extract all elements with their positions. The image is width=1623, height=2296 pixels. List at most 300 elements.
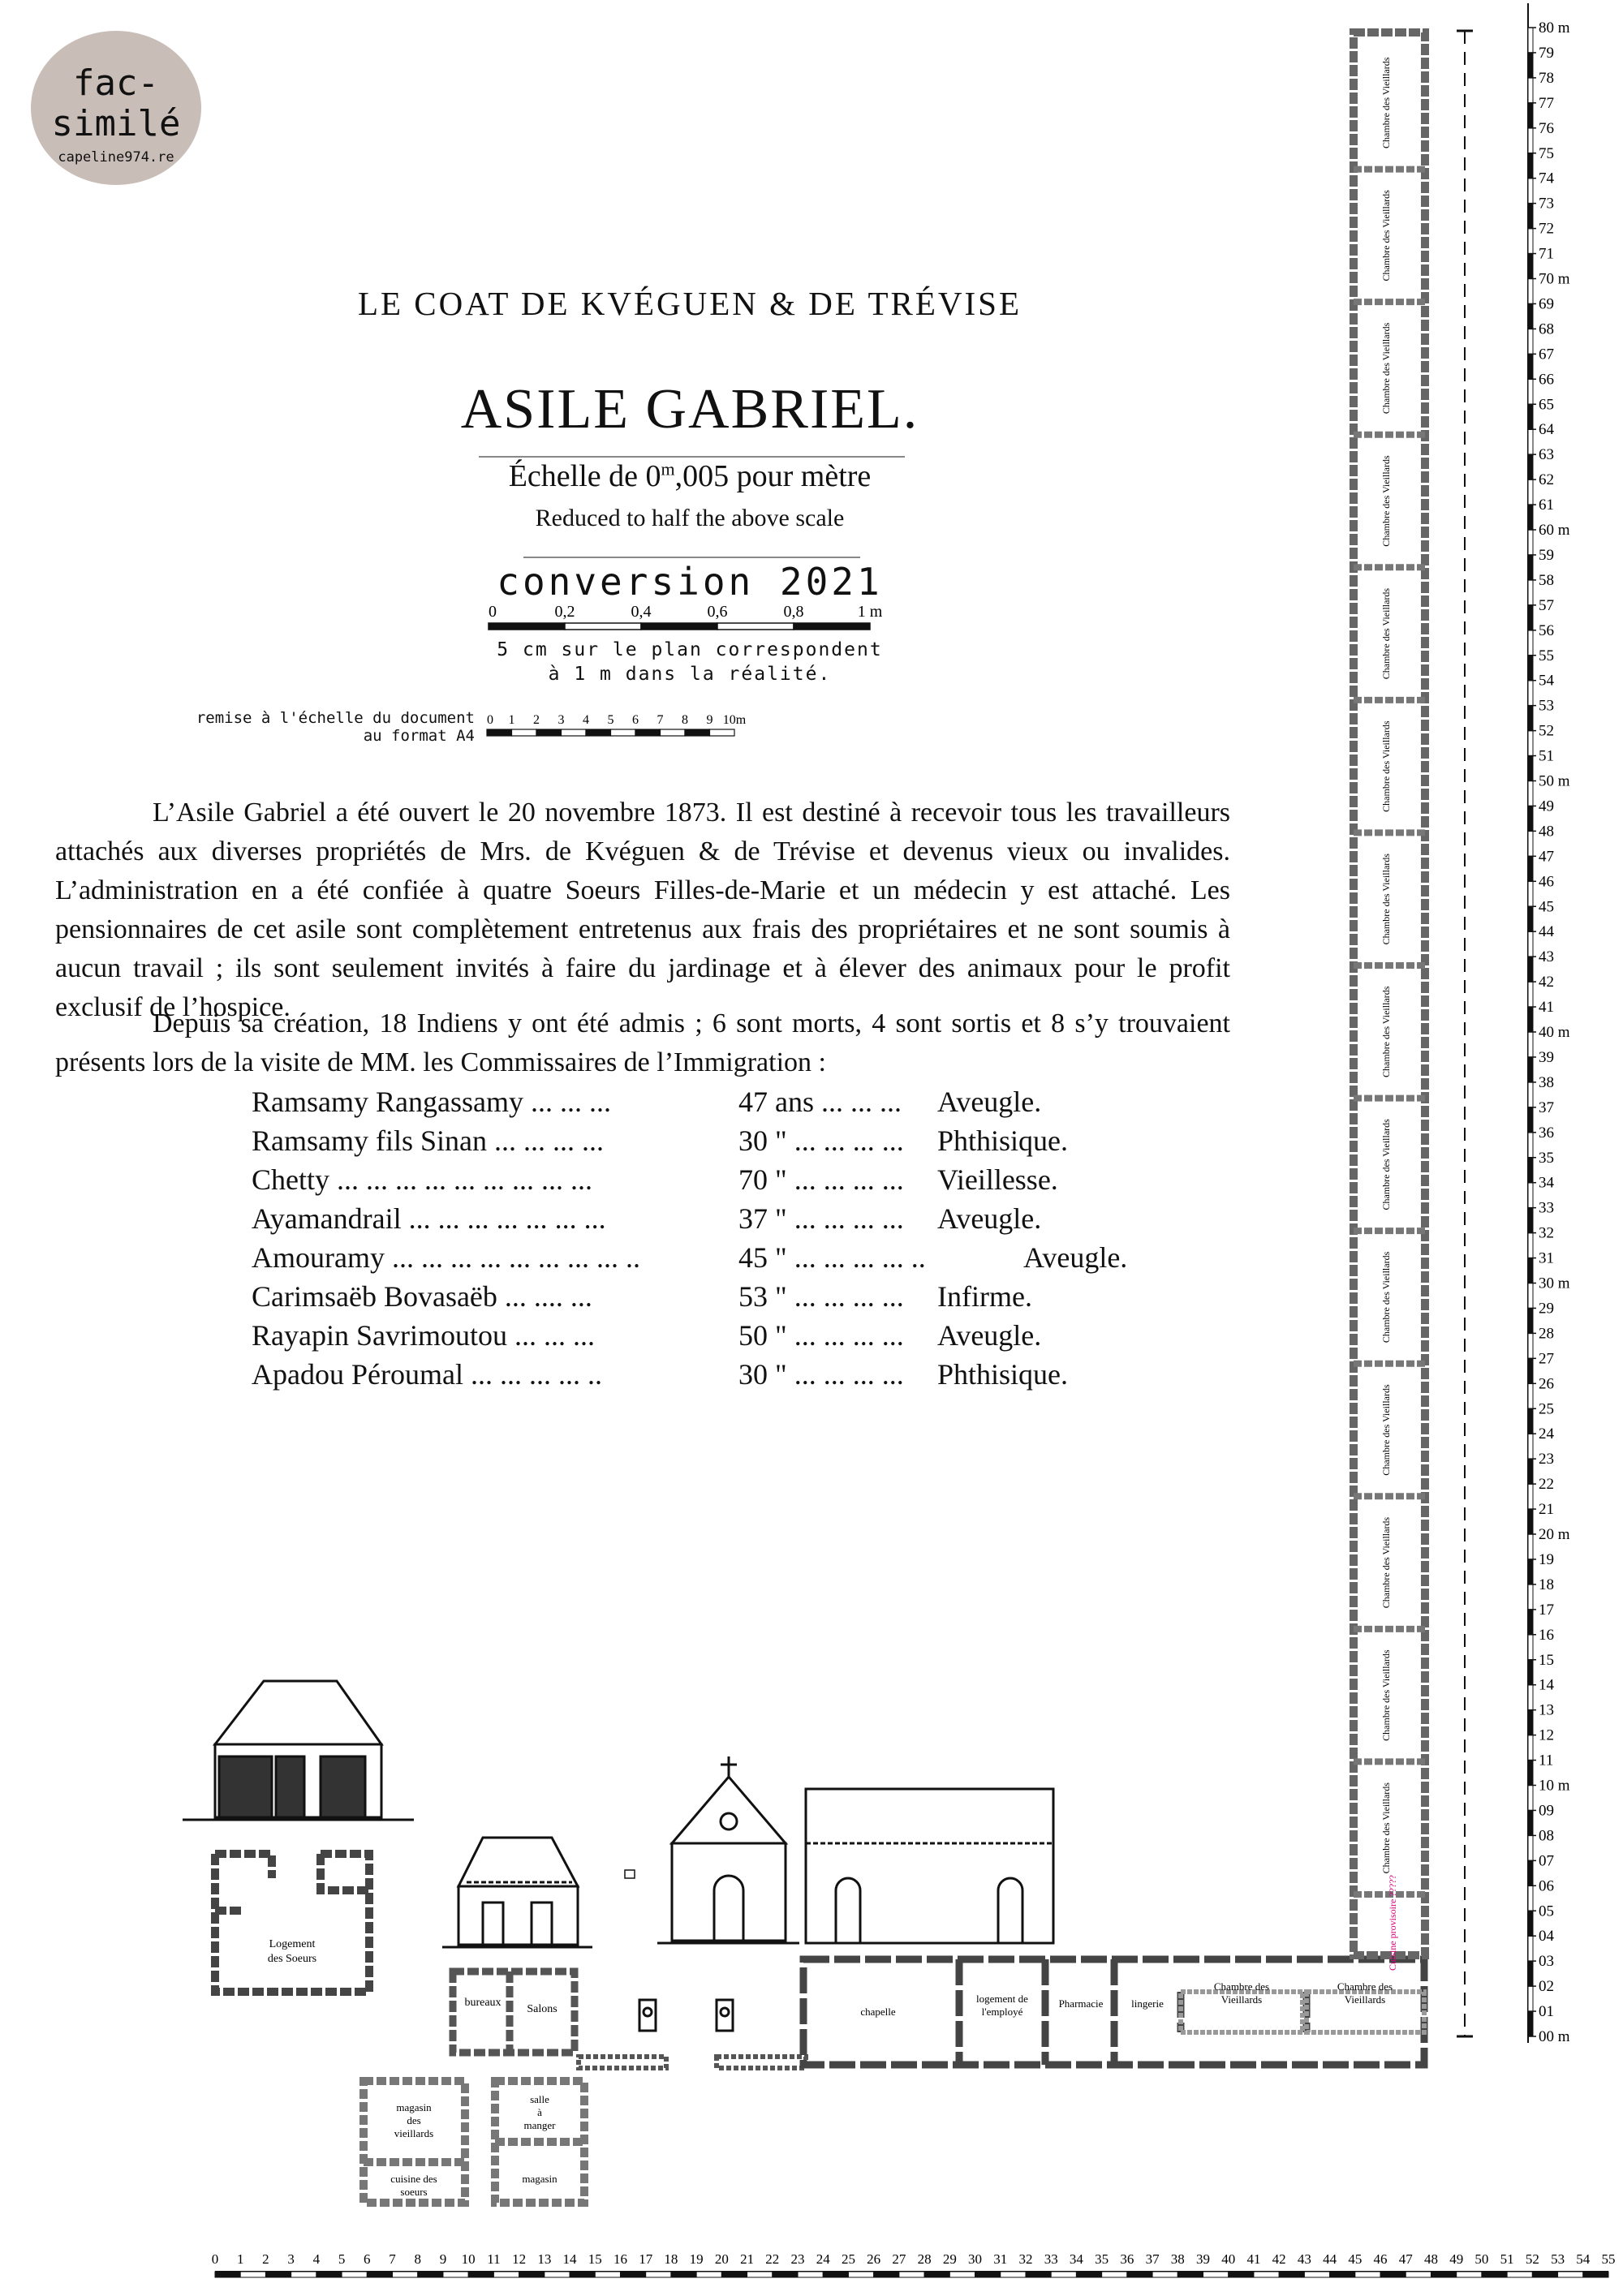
vertical-ruler-label: 56: [1539, 621, 1554, 639]
horizontal-ruler-segment: [1532, 2272, 1557, 2277]
horizontal-ruler-label: 7: [389, 2251, 396, 2267]
a4-tick-label: 4: [583, 713, 589, 727]
vertical-ruler-label: 01: [1539, 2003, 1554, 2021]
horizontal-ruler-label: 33: [1044, 2251, 1058, 2267]
horizontal-ruler-label: 12: [512, 2251, 527, 2267]
horizontal-ruler-label: 43: [1297, 2251, 1311, 2267]
horizontal-ruler-segment: [874, 2272, 899, 2277]
chapelle-label: chapelle: [860, 2006, 896, 2018]
horizontal-ruler-label: 0: [211, 2251, 219, 2267]
sisters-house-plan: [215, 1854, 369, 1992]
vertical-ruler-segment: [1528, 931, 1533, 957]
a4-tick-label: 2: [533, 713, 540, 727]
vertical-ruler-label: 51: [1539, 747, 1554, 765]
vertical-ruler-label: 02: [1539, 1978, 1554, 1996]
horizontal-ruler-label: 39: [1196, 2251, 1211, 2267]
vertical-ruler-label: 05: [1539, 1903, 1554, 1920]
vertical-ruler-segment: [1528, 1610, 1533, 1635]
vertical-ruler-segment: [1528, 906, 1533, 931]
a4-tick-label: 0: [487, 713, 493, 727]
vertical-ruler-label: 43: [1539, 948, 1554, 966]
horizontal-ruler-segment: [1229, 2272, 1254, 2277]
vertical-ruler-label: 21: [1539, 1501, 1554, 1519]
horizontal-ruler-label: 18: [664, 2251, 678, 2267]
wing-room-label: Chambre des Vieillards: [1380, 1251, 1392, 1344]
vertical-ruler-segment: [1528, 329, 1533, 354]
horizontal-ruler-label: 11: [487, 2251, 501, 2267]
horizontal-ruler-label: 52: [1525, 2251, 1539, 2267]
horizontal-ruler: [212, 2251, 1616, 2277]
horizontal-ruler-label: 1: [236, 2251, 244, 2267]
horizontal-ruler-segment: [848, 2272, 873, 2277]
vertical-ruler-segment: [1528, 505, 1533, 530]
vertical-ruler-label: 34: [1539, 1174, 1554, 1192]
horizontal-ruler-label: 54: [1576, 2251, 1591, 2267]
vertical-ruler-segment: [1528, 229, 1533, 254]
horizontal-ruler-segment: [1507, 2272, 1532, 2277]
vertical-ruler-label: 29: [1539, 1300, 1554, 1318]
vertical-ruler-label: 61: [1539, 497, 1554, 514]
reduced-note: Reduced to half the above scale: [535, 505, 845, 531]
horizontal-ruler-label: 20: [714, 2251, 729, 2267]
horizontal-ruler-segment: [1431, 2272, 1456, 2277]
vertical-ruler-label: 45: [1539, 898, 1554, 916]
vertical-ruler-label: 14: [1539, 1676, 1554, 1694]
vertical-ruler-segment: [1528, 1333, 1533, 1358]
vertical-ruler-label: 63: [1539, 446, 1554, 464]
vertical-ruler-label: 10 m: [1539, 1777, 1570, 1795]
vertical-ruler-segment: [1528, 303, 1533, 329]
vertical-ruler-segment: [1528, 1208, 1533, 1233]
logement-employe-label: logement de l'employé: [976, 1993, 1028, 2018]
vertical-ruler-label: 49: [1539, 798, 1554, 815]
horizontal-ruler-segment: [291, 2272, 316, 2277]
horizontal-ruler-label: 17: [639, 2251, 653, 2267]
wing-room-label: Chambre des Vieillards: [1380, 1516, 1392, 1609]
horizontal-ruler-segment: [975, 2272, 1001, 2277]
horizontal-ruler-label: 21: [740, 2251, 755, 2267]
vertical-ruler-segment: [1528, 1961, 1533, 1986]
horizontal-ruler-segment: [1330, 2272, 1355, 2277]
wing-room-label: Chambre des Vieillards: [1380, 190, 1392, 282]
horizontal-ruler-segment: [1304, 2272, 1329, 2277]
horizontal-ruler-segment: [773, 2272, 798, 2277]
vertical-ruler-segment: [1528, 1283, 1533, 1309]
horizontal-ruler-label: 36: [1120, 2251, 1134, 2267]
small-marker: [625, 1870, 635, 1878]
correspondence-line2: à 1 m dans la réalité.: [548, 664, 832, 685]
a4-tick-label: 10m: [722, 713, 747, 727]
vertical-ruler-label: 19: [1539, 1550, 1554, 1568]
vertical-ruler-segment: [1528, 1911, 1533, 1936]
vertical-ruler-segment: [1528, 1786, 1533, 1811]
chapel-side-elevation: [806, 1789, 1053, 1943]
vertical-ruler-label: 47: [1539, 848, 1554, 866]
vertical-ruler-segment: [1528, 1484, 1533, 1509]
horizontal-ruler-segment: [747, 2272, 773, 2277]
horizontal-ruler-label: 30: [968, 2251, 983, 2267]
vertical-ruler-label: 22: [1539, 1476, 1554, 1494]
vertical-ruler-label: 35: [1539, 1149, 1554, 1167]
vertical-ruler-label: 15: [1539, 1651, 1554, 1669]
vertical-ruler-segment: [1528, 1761, 1533, 1786]
horizontal-ruler-label: 48: [1423, 2251, 1438, 2267]
scale-text: Échelle de 0$^m$,005 pour mètre: [508, 458, 872, 493]
vertical-ruler-segment: [1528, 1559, 1533, 1584]
vertical-ruler-segment: [1528, 1635, 1533, 1660]
horizontal-ruler-segment: [1279, 2272, 1304, 2277]
wing-room-label: Chambre des Vieillards: [1380, 1649, 1392, 1741]
horizontal-ruler-segment: [1102, 2272, 1127, 2277]
horizontal-ruler-segment: [620, 2272, 645, 2277]
horizontal-ruler-label: 41: [1246, 2251, 1261, 2267]
vertical-ruler-segment: [1528, 706, 1533, 731]
vertical-ruler-segment: [1528, 1584, 1533, 1610]
wing-room-label: Chambre des Vieillards: [1380, 1119, 1392, 1210]
vertical-ruler-segment: [1528, 1233, 1533, 1258]
vertical-ruler-label: 71: [1539, 245, 1554, 263]
vertical-ruler-segment: [1528, 681, 1533, 706]
vertical-ruler-label: 00 m: [1539, 2028, 1570, 2045]
badge-site: capeline974.re: [58, 149, 174, 166]
horizontal-ruler-segment: [316, 2272, 342, 2277]
horizontal-ruler-segment: [899, 2272, 924, 2277]
horizontal-ruler-segment: [1457, 2272, 1482, 2277]
vertical-ruler-label: 59: [1539, 546, 1554, 564]
vertical-ruler-segment: [1528, 1133, 1533, 1158]
vertical-ruler-segment: [1528, 1735, 1533, 1761]
conversion-title: conversion 2021: [497, 560, 883, 604]
a4-tick-label: 7: [657, 713, 664, 727]
horizontal-ruler-segment: [240, 2272, 265, 2277]
vertical-ruler-label: 53: [1539, 697, 1554, 715]
page-title: ASILE GABRIEL.: [460, 378, 919, 441]
vertical-ruler-segment: [1528, 479, 1533, 505]
horizontal-ruler-segment: [721, 2272, 747, 2277]
vertical-ruler-segment: [1528, 1860, 1533, 1885]
vertical-ruler-label: 42: [1539, 974, 1554, 991]
vertical-ruler-segment: [1528, 1685, 1533, 1710]
vertical-ruler-segment: [1528, 2011, 1533, 2036]
horizontal-ruler-label: 35: [1095, 2251, 1109, 2267]
horizontal-ruler-segment: [1254, 2272, 1279, 2277]
vertical-ruler-segment: [1528, 254, 1533, 279]
horizontal-ruler-label: 42: [1272, 2251, 1286, 2267]
horizontal-ruler-label: 25: [841, 2251, 855, 2267]
vertical-ruler-segment: [1528, 656, 1533, 681]
vertical-ruler-label: 17: [1539, 1601, 1554, 1619]
vertical-ruler-label: 50 m: [1539, 772, 1570, 790]
vertical-ruler-label: 52: [1539, 722, 1554, 740]
vertical-ruler-label: 23: [1539, 1451, 1554, 1468]
logement-soeurs-label: Logement des Soeurs: [267, 1938, 317, 1965]
magasin-vieillards-label: magasin des vieillards: [394, 2101, 434, 2139]
vertical-ruler-segment: [1528, 530, 1533, 555]
main-row-plan: [803, 1959, 1424, 2065]
a4-tick-label: 3: [558, 713, 565, 727]
vertical-ruler-segment: [1528, 454, 1533, 479]
vertical-ruler-label: 33: [1539, 1199, 1554, 1217]
horizontal-ruler-label: 27: [892, 2251, 906, 2267]
horizontal-ruler-label: 40: [1221, 2251, 1236, 2267]
horizontal-ruler-segment: [1406, 2272, 1431, 2277]
horizontal-ruler-label: 38: [1170, 2251, 1185, 2267]
horizontal-ruler-segment: [1380, 2272, 1406, 2277]
horizontal-ruler-label: 15: [588, 2251, 602, 2267]
horizontal-ruler-segment: [949, 2272, 975, 2277]
a4-label-1: remise à l'échelle du document: [196, 709, 475, 727]
vertical-ruler-label: 16: [1539, 1626, 1554, 1644]
vertical-ruler-label: 06: [1539, 1877, 1554, 1895]
vertical-ruler-label: 60 m: [1539, 522, 1570, 539]
horizontal-ruler-segment: [1355, 2272, 1380, 2277]
horizontal-ruler-segment: [1203, 2272, 1229, 2277]
vertical-ruler-label: 18: [1539, 1576, 1554, 1593]
vertical-ruler-segment: [1528, 279, 1533, 304]
scale-tick-label: 0,8: [783, 603, 804, 621]
vertical-ruler-segment: [1528, 1183, 1533, 1208]
vertical-ruler-segment: [1528, 53, 1533, 78]
vertical-ruler-label: 38: [1539, 1073, 1554, 1091]
vertical-ruler-label: 58: [1539, 571, 1554, 589]
vertical-ruler-label: 37: [1539, 1099, 1554, 1116]
vertical-ruler-segment: [1528, 1936, 1533, 1961]
vertical-ruler-label: 64: [1539, 421, 1554, 439]
vertical-ruler-label: 73: [1539, 195, 1554, 213]
vertical-ruler-segment: [1528, 831, 1533, 856]
vertical-ruler-segment: [1528, 1408, 1533, 1434]
horizontal-ruler-label: 51: [1500, 2251, 1514, 2267]
horizontal-ruler-segment: [367, 2272, 392, 2277]
vertical-ruler-label: 77: [1539, 94, 1554, 112]
horizontal-ruler-label: 37: [1145, 2251, 1160, 2267]
vertical-ruler-label: 20 m: [1539, 1526, 1570, 1543]
badge-line2: similé: [51, 103, 181, 144]
horizontal-ruler-label: 22: [765, 2251, 780, 2267]
vertical-ruler-label: 74: [1539, 170, 1554, 187]
horizontal-ruler-label: 2: [262, 2251, 269, 2267]
horizontal-ruler-label: 55: [1601, 2251, 1616, 2267]
horizontal-ruler-label: 32: [1018, 2251, 1033, 2267]
horizontal-ruler-segment: [1026, 2272, 1051, 2277]
horizontal-ruler-label: 45: [1348, 2251, 1363, 2267]
horizontal-ruler-label: 29: [942, 2251, 957, 2267]
vertical-ruler-label: 32: [1539, 1224, 1554, 1242]
chambre-label-1: Chambre des Vieillards: [1213, 1980, 1270, 2006]
vertical-ruler-label: 62: [1539, 471, 1554, 489]
horizontal-ruler-segment: [493, 2272, 519, 2277]
vertical-ruler-label: 69: [1539, 295, 1554, 313]
vertical-ruler-segment: [1528, 1660, 1533, 1685]
horizontal-ruler-segment: [1482, 2272, 1507, 2277]
vertical-ruler-segment: [1528, 1509, 1533, 1534]
vertical-ruler: [1528, 3, 1570, 2045]
cuisine-provisoire-label: Cuisine provisoire ?????: [1387, 1875, 1398, 1971]
vertical-ruler-segment: [1528, 354, 1533, 379]
vertical-ruler-segment: [1528, 204, 1533, 229]
scale-tick-label: 0,4: [631, 603, 652, 621]
owners-heading: LE COAT DE KVÉGUEN & DE TRÉVISE: [357, 285, 1022, 322]
vertical-ruler-segment: [1528, 1885, 1533, 1911]
vertical-ruler-label: 72: [1539, 220, 1554, 238]
magasin-label: magasin: [522, 2173, 558, 2185]
horizontal-ruler-label: 24: [816, 2251, 830, 2267]
vertical-ruler-label: 07: [1539, 1852, 1554, 1870]
vertical-ruler-label: 80 m: [1539, 19, 1570, 37]
vertical-ruler-segment: [1528, 806, 1533, 831]
vertical-ruler-label: 31: [1539, 1249, 1554, 1267]
horizontal-ruler-segment: [798, 2272, 823, 2277]
horizontal-ruler-segment: [1558, 2272, 1583, 2277]
a4-tick-label: 1: [508, 713, 515, 727]
horizontal-ruler-label: 44: [1323, 2251, 1337, 2267]
horizontal-ruler-segment: [924, 2272, 949, 2277]
a4-tick-label: 5: [607, 713, 614, 727]
vertical-ruler-label: 75: [1539, 144, 1554, 162]
vertical-ruler-label: 67: [1539, 346, 1554, 363]
pharmacie-label: Pharmacie: [1058, 1997, 1104, 2010]
vertical-ruler-segment: [1528, 856, 1533, 881]
salons-elevation: [442, 1838, 592, 1947]
wing-room-label: Chambre des Vieillards: [1380, 455, 1392, 547]
vertical-ruler-label: 79: [1539, 44, 1554, 62]
vertical-ruler-segment: [1528, 1032, 1533, 1057]
wing-room-label: Chambre des Vieillards: [1380, 1782, 1392, 1874]
vertical-ruler-segment: [1528, 1986, 1533, 2011]
scale-tick-label: 0,2: [554, 603, 575, 621]
vertical-ruler-segment: [1528, 1459, 1533, 1484]
wing-room-label: Chambre des Vieillards: [1380, 322, 1392, 415]
vertical-ruler-segment: [1528, 1107, 1533, 1133]
horizontal-ruler-segment: [1177, 2272, 1203, 2277]
vertical-ruler-label: 48: [1539, 823, 1554, 841]
vertical-ruler-label: 70 m: [1539, 270, 1570, 288]
vertical-ruler-label: 57: [1539, 596, 1554, 614]
horizontal-ruler-label: 47: [1398, 2251, 1413, 2267]
paragraph-1: L’Asile Gabriel a été ouvert le 20 novembre 1873. Il est destiné à recevoir tous les travailleurs attachés aux diverses propriétés de Mrs. de Kvéguen & de Trévise et devenus vieux ou invalides. L’administration en a été confiée à quatre Soeurs Filles-de-Marie et un médecin y est attaché. Les pensionnaires de cet asile sont complètement entretenus aux frais des propriétaires et ne sont soumis à aucun travail ; ils sont seulement invités à faire du jardinage et à élever des animaux pour le profit exclusif de l’hospice.: [55, 798, 1230, 1022]
vertical-ruler-label: 24: [1539, 1425, 1554, 1443]
vertical-ruler-label: 26: [1539, 1375, 1554, 1393]
wing-dividers: [1354, 57, 1425, 1894]
a4-label-2: au format A4: [363, 727, 475, 745]
wing-room-label: Chambre des Vieillards: [1380, 853, 1392, 945]
vertical-ruler-segment: [1528, 982, 1533, 1007]
vertical-ruler-label: 41: [1539, 999, 1554, 1017]
horizontal-ruler-segment: [823, 2272, 848, 2277]
vertical-ruler-label: 28: [1539, 1325, 1554, 1343]
vertical-ruler-segment: [1528, 1057, 1533, 1082]
wing-room-label: Chambre des Vieillards: [1380, 1384, 1392, 1476]
horizontal-ruler-label: 46: [1373, 2251, 1388, 2267]
vertical-ruler-segment: [1528, 1534, 1533, 1559]
horizontal-ruler-segment: [671, 2272, 696, 2277]
horizontal-ruler-label: 26: [867, 2251, 881, 2267]
horizontal-ruler-segment: [519, 2272, 545, 2277]
chambre-label-2: Chambre des Vieillards: [1337, 1980, 1393, 2006]
horizontal-ruler-segment: [696, 2272, 721, 2277]
vertical-ruler-segment: [1528, 630, 1533, 656]
horizontal-ruler-label: 34: [1069, 2251, 1083, 2267]
horizontal-ruler-segment: [443, 2272, 468, 2277]
vertical-ruler-label: 55: [1539, 647, 1554, 664]
horizontal-ruler-segment: [646, 2272, 671, 2277]
horizontal-ruler-label: 49: [1449, 2251, 1464, 2267]
scale-tick-label: 0,6: [707, 603, 728, 621]
vertical-ruler-label: 65: [1539, 396, 1554, 414]
a4-tick-label: 9: [706, 713, 713, 727]
vertical-ruler-segment: [1528, 1082, 1533, 1107]
vertical-ruler-segment: [1528, 1258, 1533, 1283]
correspondence-line1: 5 cm sur le plan correspondent: [497, 639, 883, 660]
horizontal-ruler-label: 6: [364, 2251, 371, 2267]
cuisine-soeurs-label: cuisine des soeurs: [390, 2173, 437, 2198]
vertical-ruler-segment: [1528, 881, 1533, 906]
vertical-ruler-segment: [1528, 756, 1533, 781]
horizontal-ruler-label: 53: [1551, 2251, 1565, 2267]
vertical-ruler-label: 39: [1539, 1048, 1554, 1066]
vertical-ruler-segment: [1528, 1810, 1533, 1835]
horizontal-ruler-label: 16: [613, 2251, 627, 2267]
horizontal-ruler-segment: [265, 2272, 291, 2277]
vertical-ruler-label: 76: [1539, 119, 1554, 137]
vertical-ruler-segment: [1528, 1308, 1533, 1333]
vertical-ruler-segment: [1528, 957, 1533, 982]
a4-tick-label: 8: [682, 713, 688, 727]
lingerie-label: lingerie: [1131, 1997, 1164, 2010]
badge-line1: fac-: [73, 62, 159, 104]
paragraph-2: Depuis sa création, 18 Indiens y ont été admis ; 6 sont morts, 4 sont sortis et 8 s’y trouvaient présents lors de la visite de MM. les Commissaires de l’Immigration :: [55, 1008, 1230, 1077]
main-row-inner: [1181, 1992, 1424, 2032]
horizontal-ruler-segment: [570, 2272, 595, 2277]
horizontal-ruler-label: 13: [537, 2251, 552, 2267]
a4-tick-label: 6: [632, 713, 639, 727]
horizontal-ruler-label: 31: [993, 2251, 1008, 2267]
vertical-ruler-segment: [1528, 78, 1533, 103]
horizontal-ruler-label: 23: [790, 2251, 805, 2267]
vertical-ruler-segment: [1528, 1007, 1533, 1032]
vertical-ruler-label: 13: [1539, 1701, 1554, 1719]
horizontal-ruler-label: 50: [1474, 2251, 1489, 2267]
vertical-ruler-segment: [1528, 28, 1533, 53]
horizontal-ruler-segment: [418, 2272, 443, 2277]
horizontal-ruler-segment: [1001, 2272, 1026, 2277]
vertical-ruler-segment: [1528, 781, 1533, 806]
monuments: [639, 2000, 733, 2031]
vertical-ruler-segment: [1528, 404, 1533, 429]
wing-room-label: Chambre des Vieillards: [1380, 720, 1392, 812]
vertical-ruler-segment: [1528, 731, 1533, 756]
horizontal-ruler-segment: [545, 2272, 570, 2277]
vertical-ruler-segment: [1528, 605, 1533, 630]
horizontal-ruler-label: 19: [689, 2251, 704, 2267]
vertical-ruler-label: 27: [1539, 1350, 1554, 1368]
vertical-ruler-label: 66: [1539, 371, 1554, 389]
wing-room-label: Chambre des Vieillards: [1380, 587, 1392, 680]
vertical-ruler-segment: [1528, 178, 1533, 204]
vertical-ruler-segment: [1528, 1358, 1533, 1383]
wing-room-label: Chambre des Vieillards: [1380, 57, 1392, 148]
corridors: [579, 2057, 806, 2068]
vertical-ruler-label: 04: [1539, 1928, 1554, 1946]
vertical-ruler-label: 12: [1539, 1726, 1554, 1744]
vertical-ruler-label: 44: [1539, 923, 1554, 941]
vertical-ruler-segment: [1528, 1383, 1533, 1408]
vertical-ruler-label: 36: [1539, 1124, 1554, 1142]
vertical-ruler-label: 30 m: [1539, 1275, 1570, 1292]
vertical-ruler-segment: [1528, 103, 1533, 128]
horizontal-ruler-label: 8: [414, 2251, 421, 2267]
vertical-ruler-label: 03: [1539, 1953, 1554, 1971]
